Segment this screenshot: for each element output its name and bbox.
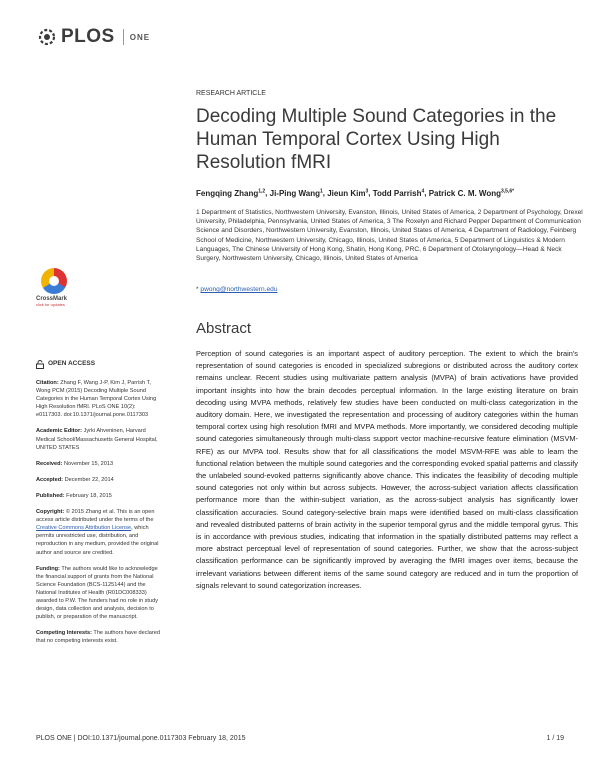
published-date: Published: February 18, 2015 [36, 492, 112, 499]
logo-text: PLOS [61, 26, 115, 47]
license-link[interactable]: Creative Commons Attribution License [36, 525, 132, 532]
logo-divider [123, 29, 124, 45]
author[interactable]: Fengqing Zhang$^{1,2}$ [196, 188, 266, 198]
citation: Citation: Zhang F, Wang J-P, Kim J, Parrish T, Wong PCM (2015) Decoding Multiple Sound Categories in the Human Temporal Cortex Using High Resolution fMRI. PLoS ONE 10(2): e0117303. doi:10.1371/journal.pone.0117303 [36, 380, 157, 419]
affiliations: 1 Department of Statistics, Northwestern University, Evanston, Illinois, United States of America, 2 Department of Psychology, Drexel University, Philadelphia, Pennsylvania, United States of America, 3 The Roxelyn and Richard Pepper Department of Communication Science and Disorders, Northwestern University, Evanston, Illinois, United States of America, 4 Department of Radiology, Feinberg School of Medicine, Northwestern University, Chicago, Illinois, United States of America, 5 Department of Linguistics & Modern Languages, The Chinese University of Hong Kong, Shatin, Hong Kong, PRC, 6 Department of Otolaryngology—Head & Neck Surgery, Northwestern University, Chicago, Illinois, United States of America [196, 209, 583, 263]
copyright: Copyright: © 2015 Zhang et al. This is an open access article distributed under the terms of the Creative Commons Attribution License, which permits unrestricted use, distribution, and reproduction in any medium, provided the original author and source are credited. [36, 509, 159, 556]
open-access-badge [36, 360, 162, 369]
crossmark-label: CrossMark [36, 296, 68, 302]
open-lock-icon [36, 360, 44, 369]
author[interactable]: Jieun Kim$^3$ [327, 188, 369, 198]
received-date: Received: November 15, 2013 [36, 460, 114, 467]
article-title: Decoding Multiple Sound Categories in the Human Temporal Cortex Using High Resolution fMRI [196, 106, 557, 173]
academic-editor: Academic Editor: Jyrki Ahveninen, Harvard Medical School/Massachusetts General Hospital, UNITED STATES [36, 428, 158, 451]
author[interactable]: Patrick C. M. Wong$^{3,5,6*}$ [428, 188, 515, 198]
abstract-heading: Abstract [196, 320, 252, 337]
logo-subtitle: ONE [129, 32, 151, 42]
plos-logo-icon [36, 26, 58, 48]
accepted-date: Accepted: December 22, 2014 [36, 476, 114, 483]
journal-logo[interactable] [36, 26, 150, 48]
open-access-label: OPEN ACCESS [48, 360, 96, 368]
competing-interests: Competing Interests: The authors have declared that no competing interests exist. [36, 630, 160, 645]
corresponding-email: * pwong@northwestern.edu [196, 286, 278, 293]
article-info-sidebar [36, 360, 162, 653]
abstract-text: Perception of sound categories is an important aspect of auditory perception. The extent to which the brain's representation of sound categories is encoded in specialized subregions or distributed across the auditory cortex remains unclear. Recent studies using multivariate pattern analysis (MVPA) of brain activations have provided important insights into how the brain decodes perceptual information. In the large existing literature on brain decoding using MVPA methods, relatively few studies have been conducted on multi-class categorization in the auditory domain. Here, we investigated the representation and processing of auditory categories within the human temporal cortex using high resolution fMRI and MVPA methods. More importantly, we considered decoding multiple sound categories simultaneously through multi-class support vector machine-recursive feature elimination (MSVM-RFE) as our MVPA tool. Results show that for all classifications the model MSVM-RFE was able to learn the functional relation between the multiple sound categories and the corresponding evoked spatial patterns and classify the unlabeled sound-evoked patterns significantly above chance. This indicates the feasibility of decoding multiple sound categories not only within but across subjects. However, the across-subject variation affects classification performance more than the within-subject variation, as the across-subject analysis has significantly lower classification accuracies. Sound category-selective brain maps were identified based on multi-class classification and revealed distributed patterns of brain activity in the superior temporal gyrus and the middle temporal gyrus. This is in accordance with previous studies, indicating that information in the spatially distributed patterns may reflect a more abstract perceptual level of representation of sound categories. Further, we show that the across-subject classification performance can be significantly improved by averaging the fMRI images over items, because the irrelevant variations between different items of the same sound category are reduced and in turn the proportion of signals relevant to sound categorization increases. [196, 349, 578, 590]
crossmark-sub: click for updates [36, 302, 65, 307]
email-link[interactable]: pwong@northwestern.edu [200, 286, 278, 293]
author[interactable]: Todd Parrish$^4$ [372, 188, 425, 198]
funding: Funding: The authors would like to acknowledge the financial support of grants from the National Science Foundation (BCS-1125144) and the National Institutes of Health (R01DC008333) awarded to P.W. The funders had no role in study design, data collection and analysis, decision to publish, or preparation of the manuscript. [36, 565, 158, 621]
crossmark-icon [41, 268, 67, 294]
article-type: RESEARCH ARTICLE [196, 90, 266, 97]
page-footer: PLOS ONE | DOI:10.1371/journal.pone.0117303 February 18, 2015 [36, 735, 246, 742]
author[interactable]: Ji-Ping Wang$^1$ [269, 188, 323, 198]
crossmark-badge[interactable] [36, 268, 72, 307]
page-number: 1 / 19 [546, 735, 564, 742]
author-list: Fengqing Zhang$^{1,2}$, Ji-Ping Wang$^1$, Jieun Kim$^3$, Todd Parrish$^4$, Patrick C. M. Wong$^{3,5,6*}$ [196, 188, 515, 198]
